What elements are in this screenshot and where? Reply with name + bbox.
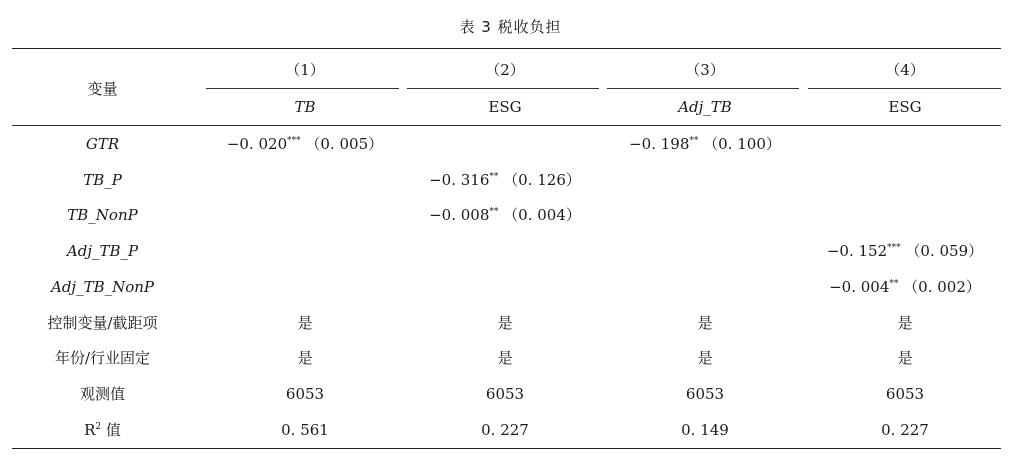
coefficient-cell xyxy=(205,134,405,154)
dependent-variable: Adj_TB xyxy=(678,98,732,116)
header-underline xyxy=(407,88,599,89)
stat-cell: 0. 149 xyxy=(681,421,729,439)
row-label: Adj_TB_P xyxy=(66,242,139,260)
table-title: 表 3 税收负担 xyxy=(459,18,562,36)
bottom-rule xyxy=(12,448,1001,449)
stat-cell: 6053 xyxy=(285,385,325,403)
header-rule xyxy=(12,125,1001,126)
stat-cell: 是 xyxy=(697,314,713,332)
stat-cell: 6053 xyxy=(485,385,525,403)
coefficient: −0. 004 xyxy=(829,278,890,296)
coefficient: −0. 152 xyxy=(826,242,888,260)
stat-cell: 是 xyxy=(897,349,913,367)
significance-stars: ** xyxy=(489,172,499,182)
row-label: TB_NonP xyxy=(67,206,138,224)
stat-cell: 0. 561 xyxy=(281,421,329,439)
significance-stars: *** xyxy=(887,243,901,253)
coefficient-cell xyxy=(405,205,605,225)
stat-cell: 是 xyxy=(497,349,513,367)
column-number: （2） xyxy=(485,61,525,79)
row-label: 年份/行业固定 xyxy=(54,349,151,367)
coefficient: −0. 020 xyxy=(226,135,288,153)
row-label: TB_P xyxy=(83,171,122,189)
stat-cell: 是 xyxy=(497,314,513,332)
standard-error: （0. 005） xyxy=(305,135,384,153)
row-label: GTR xyxy=(85,135,120,153)
standard-error: （0. 002） xyxy=(903,278,981,296)
coefficient-cell xyxy=(805,277,1005,297)
stat-cell: 是 xyxy=(897,314,913,332)
significance-stars: ** xyxy=(689,136,699,146)
row-label xyxy=(0,420,205,440)
stat-cell: 是 xyxy=(297,349,313,367)
r-squared-label-tail: 值 xyxy=(101,421,121,439)
coefficient: −0. 008 xyxy=(429,206,490,224)
r-squared-label: R xyxy=(84,421,96,439)
standard-error: （0. 100） xyxy=(703,135,781,153)
stat-cell: 是 xyxy=(297,314,313,332)
dependent-variable: ESG xyxy=(488,98,522,116)
significance-stars: ** xyxy=(889,279,899,289)
variable-header: 变量 xyxy=(87,80,118,98)
significance-stars: ** xyxy=(489,207,499,217)
r-squared-superscript: 2 xyxy=(95,422,102,432)
header-underline xyxy=(607,88,799,89)
coefficient-cell xyxy=(605,134,805,154)
coefficient-cell xyxy=(405,170,605,190)
coefficient-cell xyxy=(805,241,1005,261)
column-number: （3） xyxy=(685,61,725,79)
significance-stars: *** xyxy=(287,136,301,146)
coefficient: −0. 316 xyxy=(429,171,490,189)
stat-cell: 是 xyxy=(697,349,713,367)
stat-cell: 6053 xyxy=(885,385,925,403)
dependent-variable: TB xyxy=(294,98,316,116)
header-underline xyxy=(206,88,399,89)
stat-cell: 0. 227 xyxy=(881,421,929,439)
row-label: Adj_TB_NonP xyxy=(50,278,155,296)
column-number: （1） xyxy=(285,61,325,79)
stat-cell: 6053 xyxy=(685,385,725,403)
row-label: 控制变量/截距项 xyxy=(47,314,158,332)
row-label: 观测值 xyxy=(79,385,125,403)
dependent-variable: ESG xyxy=(888,98,922,116)
standard-error: （0. 004） xyxy=(503,206,581,224)
standard-error: （0. 126） xyxy=(503,171,581,189)
coefficient: −0. 198 xyxy=(629,135,690,153)
top-rule xyxy=(12,48,1001,49)
column-number: （4） xyxy=(885,61,925,79)
header-underline xyxy=(808,88,1001,89)
stat-cell: 0. 227 xyxy=(481,421,529,439)
standard-error: （0. 059） xyxy=(905,242,984,260)
